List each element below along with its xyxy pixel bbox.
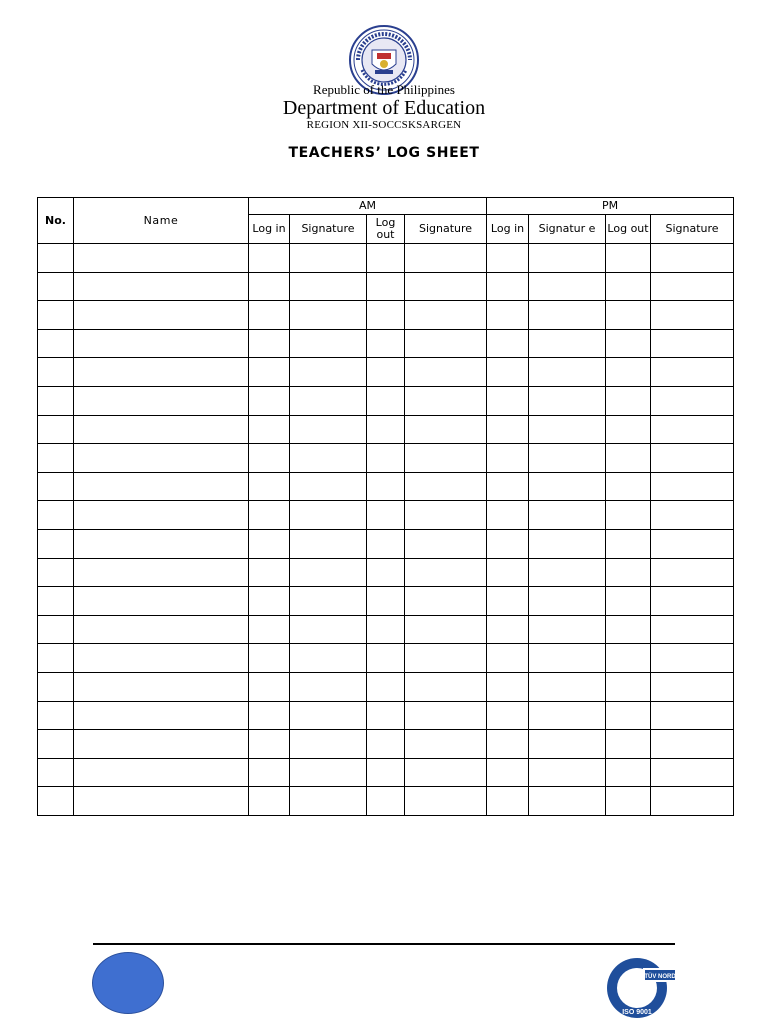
table-cell xyxy=(367,358,405,387)
table-cell xyxy=(38,358,74,387)
table-cell xyxy=(367,644,405,673)
table-cell xyxy=(651,558,734,587)
table-cell xyxy=(290,587,367,616)
table-cell xyxy=(290,358,367,387)
table-cell xyxy=(529,558,606,587)
table-cell xyxy=(651,272,734,301)
table-cell xyxy=(529,329,606,358)
table-cell xyxy=(487,329,529,358)
col-no-header: No. xyxy=(38,198,74,244)
table-cell xyxy=(487,558,529,587)
table-cell xyxy=(249,587,290,616)
table-cell xyxy=(487,301,529,330)
table-cell xyxy=(38,272,74,301)
table-cell xyxy=(487,358,529,387)
table-cell xyxy=(249,787,290,816)
pm-signature1-header: Signatur e xyxy=(529,215,606,244)
table-cell xyxy=(74,444,249,473)
table-cell xyxy=(487,386,529,415)
table-cell xyxy=(74,386,249,415)
table-cell xyxy=(38,644,74,673)
table-cell xyxy=(487,701,529,730)
table-cell xyxy=(38,415,74,444)
am-header: AM xyxy=(249,198,487,215)
table-cell xyxy=(249,386,290,415)
table-cell xyxy=(290,472,367,501)
table-cell xyxy=(74,358,249,387)
table-cell xyxy=(74,472,249,501)
table-cell xyxy=(38,301,74,330)
table-cell xyxy=(405,386,487,415)
table-cell xyxy=(487,244,529,273)
table-row xyxy=(38,329,734,358)
table-cell xyxy=(290,730,367,759)
table-cell xyxy=(487,672,529,701)
table-cell xyxy=(367,758,405,787)
table-cell xyxy=(487,615,529,644)
table-cell xyxy=(290,272,367,301)
log-table-body xyxy=(38,244,734,816)
table-cell xyxy=(290,415,367,444)
table-row xyxy=(38,615,734,644)
table-cell xyxy=(529,501,606,530)
table-cell xyxy=(651,472,734,501)
table-cell xyxy=(405,415,487,444)
table-cell xyxy=(405,701,487,730)
table-cell xyxy=(651,587,734,616)
table-cell xyxy=(487,472,529,501)
table-cell xyxy=(74,329,249,358)
table-cell xyxy=(487,529,529,558)
table-cell xyxy=(38,244,74,273)
table-cell xyxy=(606,730,651,759)
table-cell xyxy=(290,644,367,673)
table-row xyxy=(38,472,734,501)
table-cell xyxy=(651,301,734,330)
table-cell xyxy=(606,272,651,301)
table-cell xyxy=(487,787,529,816)
table-cell xyxy=(367,472,405,501)
table-cell xyxy=(606,758,651,787)
table-cell xyxy=(74,558,249,587)
table-cell xyxy=(529,730,606,759)
table-cell xyxy=(367,272,405,301)
table-cell xyxy=(405,272,487,301)
table-row xyxy=(38,644,734,673)
table-cell xyxy=(290,529,367,558)
table-cell xyxy=(290,701,367,730)
table-row xyxy=(38,444,734,473)
table-cell xyxy=(651,787,734,816)
table-cell xyxy=(529,701,606,730)
table-cell xyxy=(249,529,290,558)
table-cell xyxy=(249,272,290,301)
am-logout-header: Log out xyxy=(367,215,405,244)
table-cell xyxy=(249,730,290,759)
table-cell xyxy=(405,529,487,558)
table-cell xyxy=(249,415,290,444)
table-cell xyxy=(74,730,249,759)
table-cell xyxy=(74,244,249,273)
table-cell xyxy=(38,672,74,701)
table-cell xyxy=(74,301,249,330)
table-cell xyxy=(367,444,405,473)
table-cell xyxy=(405,329,487,358)
table-cell xyxy=(74,701,249,730)
table-cell xyxy=(529,358,606,387)
footer-divider xyxy=(93,943,675,945)
table-cell xyxy=(651,730,734,759)
table-row xyxy=(38,529,734,558)
region-label: REGION XII-SOCCSKSARGEN xyxy=(306,119,462,131)
table-cell xyxy=(606,701,651,730)
table-cell xyxy=(606,587,651,616)
table-cell xyxy=(290,758,367,787)
table-cell xyxy=(367,672,405,701)
table-cell xyxy=(606,244,651,273)
republic-label: Republic of the Philippines xyxy=(313,82,455,97)
table-cell xyxy=(74,272,249,301)
table-cell xyxy=(606,787,651,816)
table-cell xyxy=(405,472,487,501)
table-cell xyxy=(487,730,529,759)
table-row xyxy=(38,730,734,759)
table-cell xyxy=(367,615,405,644)
table-cell xyxy=(249,244,290,273)
table-cell xyxy=(290,558,367,587)
table-cell xyxy=(405,244,487,273)
table-cell xyxy=(487,587,529,616)
table-cell xyxy=(405,615,487,644)
table-cell xyxy=(606,644,651,673)
table-cell xyxy=(74,615,249,644)
table-cell xyxy=(249,358,290,387)
table-cell xyxy=(74,501,249,530)
table-row xyxy=(38,301,734,330)
table-cell xyxy=(606,529,651,558)
table-cell xyxy=(606,672,651,701)
table-cell xyxy=(74,587,249,616)
table-cell xyxy=(651,358,734,387)
table-cell xyxy=(290,329,367,358)
tuv-nord-iso-logo xyxy=(603,956,677,1020)
table-row xyxy=(38,386,734,415)
department-name: Department of Education xyxy=(282,97,486,119)
table-cell xyxy=(249,329,290,358)
table-cell xyxy=(529,301,606,330)
table-row xyxy=(38,758,734,787)
table-cell xyxy=(38,501,74,530)
table-cell xyxy=(249,672,290,701)
table-cell xyxy=(290,672,367,701)
pm-signature2-header: Signature xyxy=(651,215,734,244)
table-cell xyxy=(405,758,487,787)
table-cell xyxy=(290,386,367,415)
table-cell xyxy=(38,472,74,501)
table-cell xyxy=(290,301,367,330)
table-cell xyxy=(405,644,487,673)
table-cell xyxy=(38,701,74,730)
table-cell xyxy=(651,329,734,358)
table-cell xyxy=(367,558,405,587)
table-cell xyxy=(405,787,487,816)
table-cell xyxy=(38,386,74,415)
table-cell xyxy=(367,301,405,330)
footer-oval-logo xyxy=(92,952,164,1014)
table-cell xyxy=(38,730,74,759)
table-cell xyxy=(606,386,651,415)
table-cell xyxy=(249,615,290,644)
table-cell xyxy=(405,672,487,701)
table-cell xyxy=(487,415,529,444)
table-cell xyxy=(606,501,651,530)
table-cell xyxy=(38,529,74,558)
table-cell xyxy=(529,472,606,501)
table-row xyxy=(38,558,734,587)
table-cell xyxy=(529,672,606,701)
table-cell xyxy=(405,730,487,759)
table-cell xyxy=(487,501,529,530)
table-cell xyxy=(651,444,734,473)
table-cell xyxy=(367,501,405,530)
svg-text:ISO 9001: ISO 9001 xyxy=(622,1009,652,1016)
table-cell xyxy=(529,587,606,616)
table-cell xyxy=(651,529,734,558)
table-cell xyxy=(249,644,290,673)
table-cell xyxy=(367,415,405,444)
log-table xyxy=(37,197,734,816)
table-cell xyxy=(74,529,249,558)
table-cell xyxy=(38,758,74,787)
table-cell xyxy=(249,472,290,501)
table-row xyxy=(38,672,734,701)
pm-login-header: Log in xyxy=(487,215,529,244)
table-cell xyxy=(249,701,290,730)
table-cell xyxy=(367,329,405,358)
table-cell xyxy=(249,558,290,587)
table-row xyxy=(38,787,734,816)
table-cell xyxy=(38,329,74,358)
table-cell xyxy=(529,444,606,473)
table-cell xyxy=(74,672,249,701)
table-cell xyxy=(529,244,606,273)
table-row xyxy=(38,244,734,273)
table-cell xyxy=(487,644,529,673)
table-cell xyxy=(367,701,405,730)
table-cell xyxy=(606,415,651,444)
table-cell xyxy=(38,615,74,644)
table-cell xyxy=(38,558,74,587)
table-cell xyxy=(38,587,74,616)
table-cell xyxy=(487,444,529,473)
table-cell xyxy=(529,272,606,301)
table-cell xyxy=(651,701,734,730)
table-cell xyxy=(606,558,651,587)
table-cell xyxy=(529,615,606,644)
table-cell xyxy=(529,787,606,816)
table-cell xyxy=(606,615,651,644)
table-cell xyxy=(38,787,74,816)
table-cell xyxy=(249,301,290,330)
pm-header: PM xyxy=(487,198,734,215)
table-cell xyxy=(74,758,249,787)
table-cell xyxy=(529,644,606,673)
table-row xyxy=(38,415,734,444)
table-cell xyxy=(38,444,74,473)
table-cell xyxy=(651,644,734,673)
page-title: TEACHERS’ LOG SHEET xyxy=(288,145,480,161)
table-row xyxy=(38,587,734,616)
table-cell xyxy=(606,301,651,330)
table-cell xyxy=(74,415,249,444)
table-cell xyxy=(367,386,405,415)
svg-text:TÜV NORD: TÜV NORD xyxy=(644,974,676,980)
am-signature1-header: Signature xyxy=(290,215,367,244)
table-cell xyxy=(405,558,487,587)
table-cell xyxy=(405,501,487,530)
table-row xyxy=(38,701,734,730)
table-cell xyxy=(606,329,651,358)
table-cell xyxy=(651,386,734,415)
table-cell xyxy=(651,501,734,530)
table-cell xyxy=(367,787,405,816)
table-row xyxy=(38,501,734,530)
table-cell xyxy=(651,672,734,701)
table-cell xyxy=(249,758,290,787)
table-cell xyxy=(405,587,487,616)
col-name-header: Name xyxy=(74,198,249,244)
table-cell xyxy=(290,244,367,273)
table-cell xyxy=(651,758,734,787)
table-cell xyxy=(249,444,290,473)
am-signature2-header: Signature xyxy=(405,215,487,244)
table-cell xyxy=(606,444,651,473)
table-cell xyxy=(367,587,405,616)
table-row xyxy=(38,272,734,301)
table-cell xyxy=(290,501,367,530)
am-login-header: Log in xyxy=(249,215,290,244)
table-cell xyxy=(405,358,487,387)
table-cell xyxy=(487,272,529,301)
table-cell xyxy=(606,358,651,387)
table-cell xyxy=(290,444,367,473)
table-cell xyxy=(367,730,405,759)
table-cell xyxy=(606,472,651,501)
table-cell xyxy=(487,758,529,787)
table-cell xyxy=(367,244,405,273)
table-cell xyxy=(74,787,249,816)
table-cell xyxy=(74,644,249,673)
table-cell xyxy=(367,529,405,558)
table-cell xyxy=(290,615,367,644)
table-cell xyxy=(529,758,606,787)
table-cell xyxy=(249,501,290,530)
table-cell xyxy=(405,444,487,473)
table-cell xyxy=(290,787,367,816)
table-row xyxy=(38,358,734,387)
table-cell xyxy=(651,244,734,273)
table-cell xyxy=(529,415,606,444)
table-cell xyxy=(529,529,606,558)
table-cell xyxy=(529,386,606,415)
table-cell xyxy=(405,301,487,330)
pm-logout-header: Log out xyxy=(606,215,651,244)
table-cell xyxy=(651,415,734,444)
table-cell xyxy=(651,615,734,644)
